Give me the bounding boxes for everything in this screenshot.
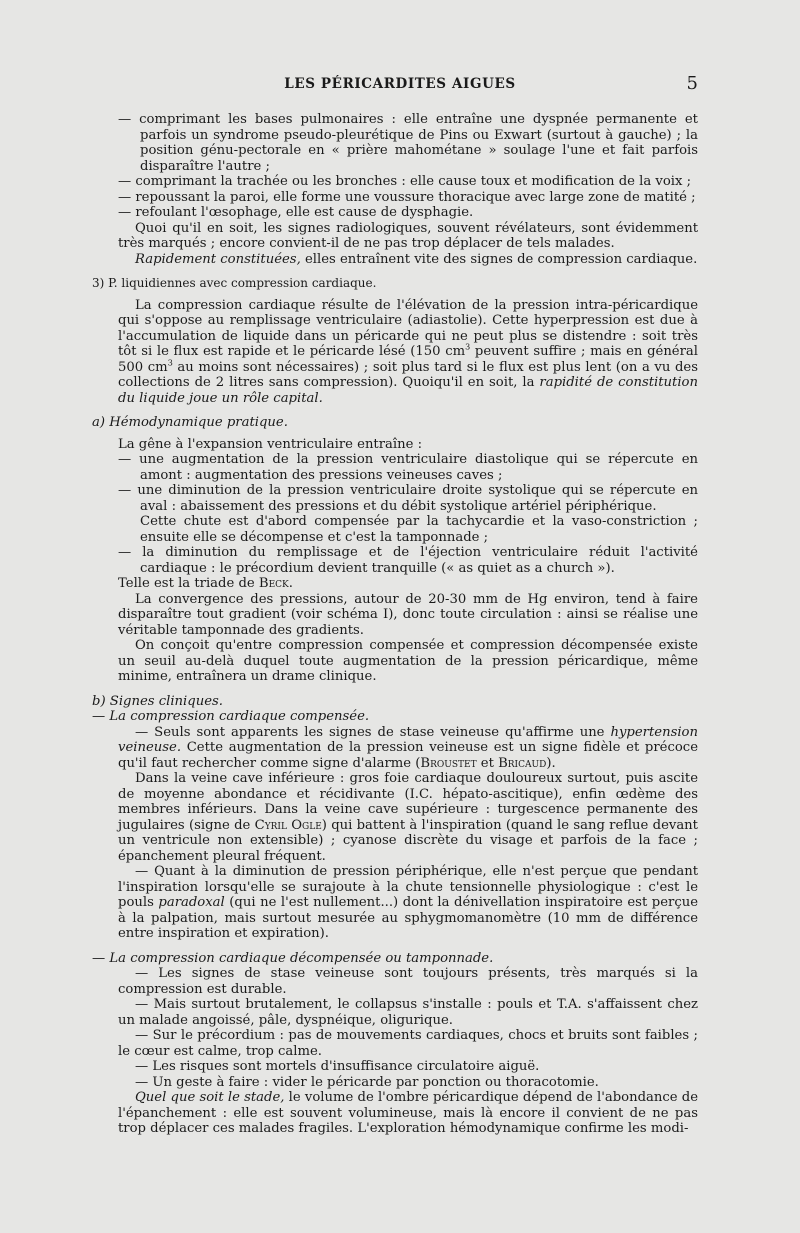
paragraph-text: au moins sont nécessaires) ; soit plus tard si le flux est plus lent (on a vu des collections de 2 litres sans compression). Quoiqu'il en soit, la [118,359,698,390]
paragraph: — Les risques sont mortels d'insuffisance circulatoire aiguë. [135,1059,540,1074]
paragraph [118,1090,698,1137]
paragraph-text: La compression cardiaque résulte de l'élévation de la pression intra-péricardique qui s'oppose au remplissage ventriculaire (adiastolie). Cette hyperpression est due à l'accumulation de liquide dans un péricarde qui ne peut plus se distendre : soit très tôt si le flux est rapide et le péricarde lésé (150 cm [118,297,698,359]
author-name: Bricaud [498,755,547,771]
subsection-heading: — La compression cardiaque décompensée ou tamponnade. [92,950,494,966]
list-item: — comprimant la trachée ou les bronches : elle cause toux et modification de la voix ; [118,174,692,189]
emphasis-text: paradoxal [158,895,225,910]
list-item: — repoussant la paroi, elle forme une voussure thoracique avec large zone de matité ; [118,189,696,205]
paragraph-text: elles entraînent vite des signes de compression cardiaque. [300,251,698,267]
paragraph [118,725,698,772]
page-body [92,112,698,1137]
subsection-heading: b) Signes cliniques. [92,693,223,709]
paragraph-text: Telle est la triade de [118,576,259,591]
paragraph-text: ) qui battent à l'inspiration (quand le sang reflue devant un ventricule non extensible) ; cyanose discrète du visage et parfois de la face ; épanchement pleural fréquent. [118,817,698,864]
paragraph: La gêne à l'expansion ventriculaire entraîne : [118,436,423,452]
paragraph-text: — Seuls sont apparents les signes de stase veineuse qu'affirme une [135,724,611,740]
page-number: 5 [686,73,698,94]
superscript: 3 [167,358,173,368]
paragraph-text: ). [546,755,556,771]
emphasis-text: hypertension veineuse. [118,724,698,755]
paragraph-text: le volume de l'ombre péricardique dépend de l'abondance de l'épanchement : elle est souvent volumineuse, mais là encore il convient de ne pas trop déplacer ces malades fragiles. L'exploration hémodynamique confirme les modi- [118,1090,698,1136]
paragraph-text: Dans la veine cave inférieure : gros foie cardiaque douloureux surtout, puis ascite de moyenne abondance et récidivante (I.C. hépato-ascitique), enfin œdème des membres inférieurs. Dans la veine cave supérieure : turgescence permanente des jugulaires (signe de [118,771,698,833]
paragraph-text: et [476,755,499,771]
subsection-heading: — La compression cardiaque compensée. [92,709,370,724]
paragraph [118,864,698,942]
paragraph [118,576,698,592]
paragraph: — Sur le précordium : pas de mouvements cardiaques, chocs et bruits sont faibles ; le cœur est calme, trop calme. [118,1028,698,1059]
author-name: Broustet [420,755,477,771]
emphasis-text: Quel que soit le stade, [135,1090,285,1105]
paragraph [118,771,698,864]
author-name: Beck. [258,576,293,591]
list-item: — une augmentation de la pression ventriculaire diastolique qui se répercute en amont : augmentation des pressions veineuses caves ; [118,452,698,483]
running-title: LES PÉRICARDITES AIGUES [284,76,516,92]
author-name: Cyril Ogle [254,817,322,833]
paragraph-text: Cette augmentation de la pression veineuse est un signe fidèle et précoce qu'il faut rechercher comme signe d'alarme ( [118,740,698,771]
paragraph: La convergence des pressions, autour de 20-30 mm de Hg environ, tend à faire disparaître tout gradient (voir schéma I), donc toute circulation : ainsi se réalise une véritable tamponnade des gradients. [118,591,698,638]
page-header [0,73,800,100]
list-item: — la diminution du remplissage et de l'éjection ventriculaire réduit l'activité cardiaque : le précordium devient tranquille (« as quiet as a church »). [118,545,698,576]
subsection-heading: a) Hémodynamique pratique. [92,415,288,430]
list-item: — comprimant les bases pulmonaires : elle entraîne une dyspnée permanente et parfois un syndrome pseudo-pleurétique de Pins ou Exwart (surtout à gauche) ; la position génu-pectorale en « prière mahométane » soulage l'une et fait parfois disparaître l'autre ; [118,112,698,174]
paragraph: On conçoit qu'entre compression compensée et compression décompensée existe un seuil au-delà duquel toute augmentation de la pression péricardique, même minime, entraînera un drame clinique. [118,638,698,684]
list-item: — une diminution de la pression ventriculaire droite systolique qui se répercute en aval : abaissement des pressions et du débit systolique artériel périphérique. [118,483,698,514]
paragraph [118,252,698,268]
paragraph-text: (qui ne l'est nullement...) dont la dénivellation inspiratoire est perçue à la palpation, mais surtout mesurée au sphygmomanomètre (10 mm de différence entre inspiration et expiration). [118,895,698,941]
paragraph: Quoi qu'il en soit, les signes radiologiques, souvent révélateurs, sont évidemment très marqués ; encore convient-il de ne pas trop déplacer de tels malades. [118,220,698,251]
emphasis-text: Rapidement constituées, [135,251,301,267]
paragraph-text: — Quant à la diminution de pression périphérique, elle n'est perçue que pendant l'inspiration lorsqu'elle se surajoute à la chute tensionnelle physiologique : c'est le pouls [118,864,698,910]
superscript: 3 [465,342,471,352]
paragraph-text: peuvent suffire ; mais en général 500 cm [118,344,698,375]
paragraph: — Mais surtout brutalement, le collapsus s'installe : pouls et T.A. s'affaissent chez un malade angoissé, pâle, dyspnéique, oligurique. [118,997,698,1028]
paragraph [118,298,698,407]
emphasis-text: rapidité de constitution du liquide joue un rôle capital. [118,375,698,406]
section-heading: 3) P. liquidiennes avec compression cardiaque. [92,276,377,290]
paragraph: — Les signes de stase veineuse sont toujours présents, très marqués si la compression est durable. [118,966,698,997]
list-item: — refoulant l'œsophage, elle est cause de dysphagie. [118,205,474,220]
paragraph: — Un geste à faire : vider le péricarde par ponction ou thoracotomie. [135,1074,599,1090]
list-item-continuation: Cette chute est d'abord compensée par la tachycardie et la vaso-constriction ; ensuite elle se décompense et c'est la tamponnade ; [140,514,698,545]
